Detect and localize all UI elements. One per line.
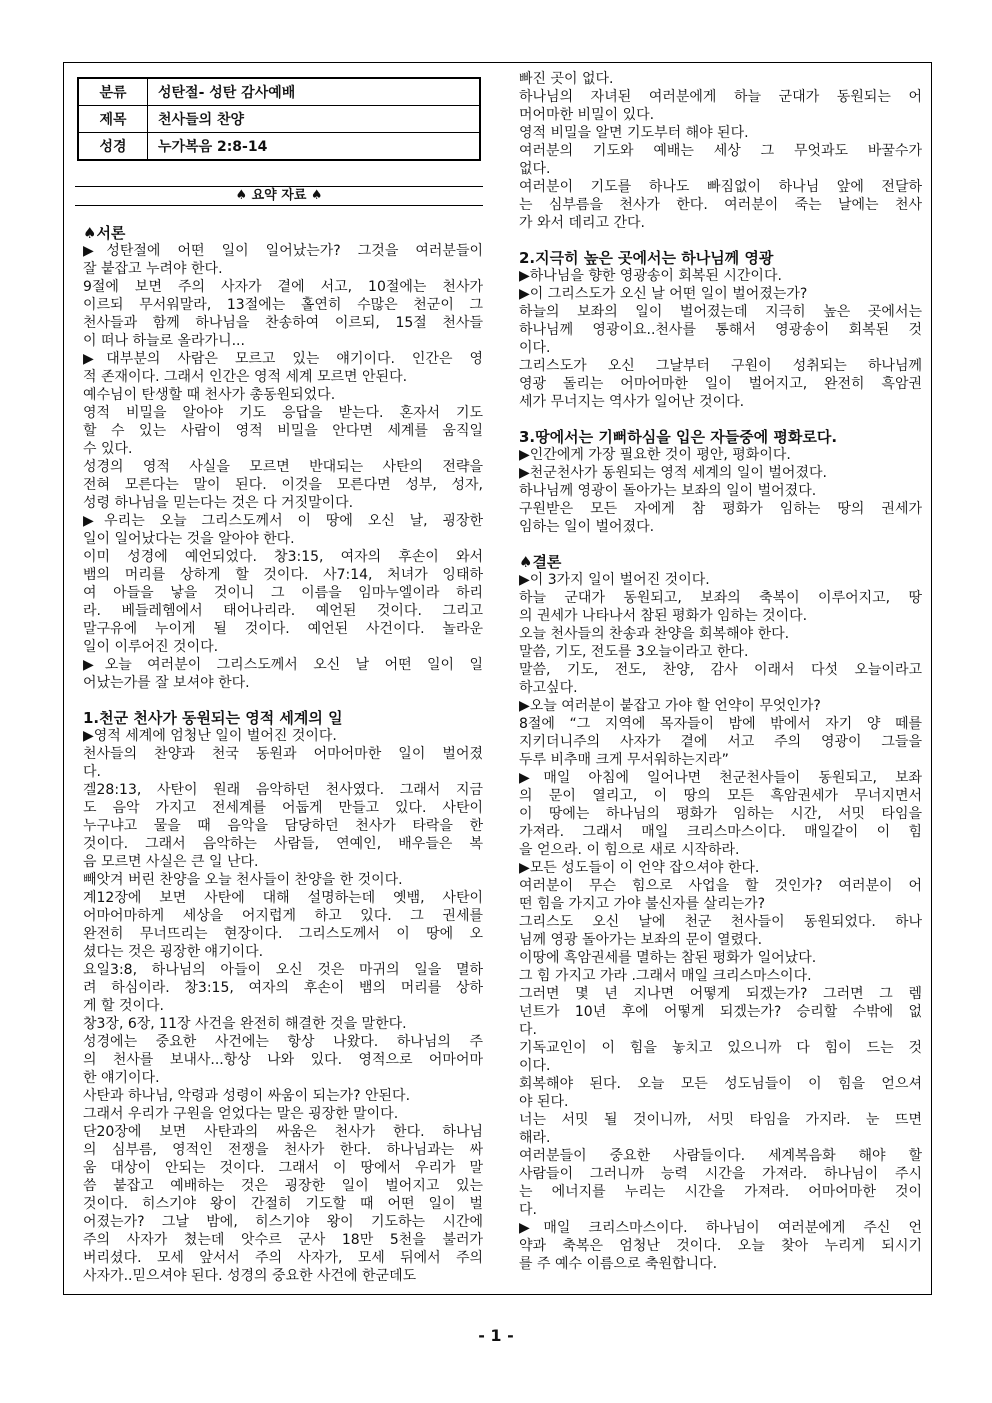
text-line: 지키더니주의 사자가 곁에 서고 주의 영광이 그들을 xyxy=(519,734,922,750)
paragraph xyxy=(519,697,922,715)
table-row xyxy=(78,106,480,133)
text-line: 전혀 모른다는 말이 된다. 이것을 모른다면 성부, 성자, xyxy=(83,477,483,493)
text-line: 말씀, 기도, 전도를 3오늘이라고 한다. xyxy=(519,644,749,660)
paragraph xyxy=(83,1105,483,1123)
text-line: 여러분이 기도를 하나도 빠짐없이 하나님 앞에 전달하 xyxy=(519,179,922,195)
paragraph xyxy=(519,285,922,303)
section-heading: 3.땅에서는 기뻐하심을 입은 자들중에 평화로다. xyxy=(519,428,838,446)
text-line: 님께 영광 돌아가는 보좌의 문이 열렸다. xyxy=(519,932,763,948)
text-line: 사자가..믿으셔야 된다. 성경의 중요한 사건에 한군데도 xyxy=(83,1268,417,1284)
text-line: 이미 성경에 예언되었다. 창3:15, 여자의 후손이 와서 xyxy=(83,549,483,565)
paragraph xyxy=(83,458,483,512)
paragraph xyxy=(83,1015,483,1033)
text-line: 의 천사를 보내사...항상 나와 있다. 영적으로 어마어마 xyxy=(83,1052,483,1068)
text-line: 그러면 몇 년 지나면 어떻게 되겠는가? 그러면 그 렘 xyxy=(519,986,922,1002)
text-line: 도 음악 가지고 전세계를 어둡게 만들고 있다. 사탄이 xyxy=(83,800,483,816)
paragraph xyxy=(519,877,922,913)
text-line: 의 문이 열리고, 이 땅의 모든 흑암권세가 무너지면서 xyxy=(519,788,922,804)
text-line: 넌트가 10년 후에 어떻게 되겠는가? 승리할 수밖에 없 xyxy=(519,1004,922,1020)
text-line: 어졌는가? 그날 밤에, 히스기야 왕이 기도하는 시간에 xyxy=(83,1214,483,1230)
text-line: ▶모든 성도들이 이 언약 잡으셔야 한다. xyxy=(519,860,760,876)
category-label: 분류 xyxy=(78,78,148,106)
paragraph xyxy=(83,889,483,961)
table-row xyxy=(78,133,480,161)
title-label: 제목 xyxy=(78,106,148,133)
title-value: 천사들의 찬양 xyxy=(148,106,481,133)
paragraph xyxy=(519,1075,922,1111)
paragraph xyxy=(519,464,922,482)
text-line: 창3장, 6장, 11장 사건을 완전히 해결한 것을 말한다. xyxy=(83,1016,407,1032)
text-line: ▶오늘 여러분이 그리스도께서 오신 날 어떤 일이 일 xyxy=(83,657,483,673)
text-line: 성경의 영적 사실을 모르면 반대되는 사탄의 전략을 xyxy=(83,459,483,475)
paragraph xyxy=(83,781,483,871)
text-line: 오늘 천사들의 찬송과 찬양을 회복해야 한다. xyxy=(519,626,790,642)
paragraph xyxy=(519,124,922,142)
paragraph xyxy=(519,1039,922,1075)
scripture-label: 성경 xyxy=(78,133,148,161)
text-line: ▶성탄절에 어떤 일이 일어났는가? 그것을 여러분들이 xyxy=(83,243,483,259)
text-line: 말씀, 기도, 전도, 찬양, 감사 이래서 다섯 오늘이라고 xyxy=(519,662,922,678)
text-line: 일이 일어났다는 것을 알아야 한다. xyxy=(83,531,295,547)
text-line: 하나님께 영광이 돌아가는 보좌의 일이 벌어졌다. xyxy=(519,483,817,499)
page-number: - 1 - xyxy=(478,1326,514,1345)
section-heading: 1.천군 천사가 동원되는 영적 세계의 일 xyxy=(83,709,343,727)
text-line: 다. xyxy=(519,1022,537,1038)
paragraph xyxy=(519,1147,922,1219)
text-line: 어마어마하게 세상을 어지럽게 하고 있다. 그 권세를 xyxy=(83,908,483,924)
paragraph xyxy=(519,178,922,232)
text-line: 을 얻으라. 이 힘으로 새로 시작하라. xyxy=(519,842,740,858)
section-heading: ♠서론 xyxy=(83,224,126,242)
text-line: 가 와서 데리고 간다. xyxy=(519,215,645,231)
text-line: 없다. xyxy=(519,161,551,177)
left-column xyxy=(83,224,483,1285)
text-line: 이르되 무서워말라, 13절에는 홀연히 수많은 천군이 그 xyxy=(83,297,483,313)
text-line: 임하는 일이 벌어졌다. xyxy=(519,519,655,535)
text-line: 잘 붙잡고 누려야 한다. xyxy=(83,261,223,277)
paragraph xyxy=(83,745,483,781)
text-line: 가져라. 그래서 매일 크리스마스이다. 매일같이 이 힘 xyxy=(519,824,922,840)
text-line: 요일3:8, 하나님의 아들이 오신 것은 마귀의 일을 멸하 xyxy=(83,962,483,978)
paragraph xyxy=(83,1123,483,1285)
text-line: 그리스도 오신 날에 천군 천사들이 동원되었다. 하나 xyxy=(519,914,922,930)
text-line: 여러분의 기도와 예배는 세상 그 무엇과도 바꿀수가 xyxy=(519,143,922,159)
text-line: 려 하심이라. 창3:15, 여자의 후손이 뱀의 머리를 상하 xyxy=(83,980,483,996)
text-line: 것이다. 그래서 음악하는 사람들, 연예인, 배우들은 복 xyxy=(83,836,483,852)
text-line: 이다. xyxy=(519,1058,551,1074)
text-line: 겔28:13, 사탄이 원래 음악하던 천사였다. 그래서 지금 xyxy=(83,782,483,798)
text-line: ▶매일 아침에 일어나면 천군천사들이 동원되고, 보좌 xyxy=(519,770,922,786)
text-line: 성령 하나님을 믿는다는 것은 다 거짓말이다. xyxy=(83,495,354,511)
text-line: ▶영적 세계에 엄청난 일이 벌어진 것이다. xyxy=(83,728,337,744)
paragraph xyxy=(519,303,922,357)
text-line: 뱀의 머리를 상하게 할 것이다. 사7:14, 처녀가 잉태하 xyxy=(83,567,483,583)
text-line: 사람들이 그러니까 능력 시간을 가져라. 하나님이 주시 xyxy=(519,1166,922,1182)
text-line: 주의 사자가 쳤는데 앗수르 군사 18만 5천을 불러가 xyxy=(83,1232,483,1248)
text-line: 여 아들을 낳을 것이니 그 이름을 임마누엘이라 하리 xyxy=(83,585,483,601)
paragraph xyxy=(83,278,483,350)
paragraph xyxy=(519,571,922,589)
paragraph xyxy=(519,267,922,285)
text-line: 누구냐고 물을 때 음악을 담당하던 천사가 타락을 한 xyxy=(83,818,483,834)
paragraph xyxy=(519,1111,922,1147)
sermon-info-table xyxy=(77,77,481,161)
text-line: 를 주 예수 이름으로 축원합니다. xyxy=(519,1256,718,1272)
text-line: 하늘의 보좌의 일이 벌어졌는데 지극히 높은 곳에서는 xyxy=(519,304,922,320)
text-line: 영적 비밀을 알아야 기도 응답을 받는다. 혼자서 기도 xyxy=(83,405,483,421)
text-line: 너는 서밋 될 것이니까, 서밋 타임을 가지라. 눈 뜨면 xyxy=(519,1112,922,1128)
text-line: ▶천군천사가 동원되는 영적 세계의 일이 벌어졌다. xyxy=(519,465,827,481)
paragraph xyxy=(519,625,922,643)
text-line: 여러분이 무슨 힘으로 사업을 할 것인가? 여러분이 어 xyxy=(519,878,922,894)
text-line: 그리스도가 오신 그날부터 구원이 성취되는 하나님께 xyxy=(519,358,922,374)
paragraph xyxy=(519,715,922,769)
paragraph xyxy=(519,142,922,178)
text-line: 버리셨다. 모세 앞서서 주의 사자가, 모세 뒤에서 주의 xyxy=(83,1250,483,1266)
paragraph xyxy=(83,548,483,656)
text-line: 9절에 보면 주의 사자가 곁에 서고, 10절에는 천사가 xyxy=(83,279,483,295)
text-line: 회복해야 된다. 오늘 모든 성도님들이 이 힘을 얻으셔 xyxy=(519,1076,922,1092)
category-value: 성탄절- 성탄 감사예배 xyxy=(148,78,481,106)
text-line: ▶매일 크리스마스이다. 하나님이 여러분에게 주신 언 xyxy=(519,1220,922,1236)
text-line: 야 된다. xyxy=(519,1094,569,1110)
text-line: 이 땅에는 하나님의 평화가 임하는 시간, 서밋 타임을 xyxy=(519,806,922,822)
text-line: ▶인간에게 가장 필요한 것이 평안, 평화이다. xyxy=(519,447,791,463)
paragraph xyxy=(83,386,483,404)
paragraph xyxy=(83,350,483,386)
text-line: 어났는가를 잘 보셔야 한다. xyxy=(83,675,250,691)
paragraph xyxy=(83,871,483,889)
text-line: ▶대부분의 사람은 모르고 있는 얘기이다. 인간은 영 xyxy=(83,351,483,367)
text-line: 의 심부름, 영적인 전쟁을 천사가 한다. 하나님과는 싸 xyxy=(83,1142,483,1158)
paragraph xyxy=(519,769,922,859)
text-line: 세가 무너지는 역사가 일어난 것이다. xyxy=(519,394,745,410)
section-heading: ♠결론 xyxy=(519,553,562,571)
text-line: 이다. xyxy=(519,340,551,356)
text-line: 는 심부름을 천사가 한다. 여러분이 죽는 날에는 천사 xyxy=(519,197,922,213)
scripture-value: 누가복음 2:8-14 xyxy=(148,133,481,161)
text-line: 떤 힘을 가지고 가야 불신자를 살리는가? xyxy=(519,896,766,912)
text-line: 계12장에 보면 사탄에 대해 설명하는데 옛뱀, 사탄이 xyxy=(83,890,483,906)
paragraph xyxy=(83,512,483,548)
text-line: 빠진 곳이 없다. xyxy=(519,71,614,87)
text-line: 의 권세가 나타나서 참된 평화가 임하는 것이다. xyxy=(519,608,808,624)
text-line: ▶하나님을 향한 영광송이 회복된 시간이다. xyxy=(519,268,782,284)
right-column xyxy=(519,70,922,1273)
paragraph xyxy=(519,859,922,877)
text-line: 성경에는 중요한 사건에는 항상 나왔다. 하나님의 주 xyxy=(83,1034,483,1050)
paragraph xyxy=(519,967,922,985)
text-line: 셨다는 것은 굉장한 얘기이다. xyxy=(83,944,264,960)
paragraph xyxy=(519,661,922,697)
paragraph xyxy=(519,643,922,661)
paragraph xyxy=(83,242,483,278)
text-line: 그래서 우리가 구원을 얻었다는 말은 굉장한 말이다. xyxy=(83,1106,399,1122)
paragraph xyxy=(519,589,922,625)
text-line: 수 있다. xyxy=(83,441,133,457)
text-line: 한 얘기이다. xyxy=(83,1070,160,1086)
text-line: 하늘 군대가 동원되고, 보좌의 축복이 이루어지고, 땅 xyxy=(519,590,922,606)
text-line: 영적 비밀을 알면 기도부터 해야 된다. xyxy=(519,125,749,141)
text-line: 영광 돌리는 어마어마한 일이 벌어지고, 완전히 흑암권 xyxy=(519,376,922,392)
paragraph xyxy=(519,913,922,949)
text-line: 두루 비추매 크게 무서워하는지라” xyxy=(519,752,729,768)
text-line: 단20장에 보면 사탄과의 싸움은 천사가 한다. 하나님 xyxy=(83,1124,483,1140)
paragraph xyxy=(519,357,922,411)
paragraph xyxy=(83,1087,483,1105)
paragraph xyxy=(83,1033,483,1087)
text-line: 천사들의 찬양과 천국 동원과 어마어마한 일이 벌어졌 xyxy=(83,746,483,762)
text-line: 해라. xyxy=(519,1130,551,1146)
section-heading: 2.지극히 높은 곳에서는 하나님께 영광 xyxy=(519,249,774,267)
text-line: 적 존재이다. 그래서 인간은 영적 세계 모르면 안된다. xyxy=(83,369,408,385)
text-line: 머어마한 비밀이 있다. xyxy=(519,107,655,123)
text-line: ▶이 그리스도가 오신 날 어떤 일이 벌어졌는가? xyxy=(519,286,808,302)
text-line: 8절에 “그 지역에 목자들이 밤에 밖에서 자기 양 떼를 xyxy=(519,716,922,732)
paragraph xyxy=(519,70,922,88)
text-line: 다. xyxy=(83,764,101,780)
text-line: ▶이 3가지 일이 벌어진 것이다. xyxy=(519,572,710,588)
text-line: 기독교인이 이 힘을 놓치고 있으니까 다 힘이 드는 것 xyxy=(519,1040,922,1056)
table-row xyxy=(78,78,480,106)
text-line: 이땅에 흑암권세를 멸하는 참된 평화가 일어났다. xyxy=(519,950,817,966)
paragraph xyxy=(83,961,483,1015)
text-line: 약과 축복은 엄청난 것이다. 오늘 찾아 누리게 되시기 xyxy=(519,1238,922,1254)
paragraph xyxy=(519,1219,922,1273)
text-line: 하고싶다. xyxy=(519,680,578,696)
text-line: 것이다. 히스기야 왕이 간절히 기도할 때 어떤 일이 벌 xyxy=(83,1196,483,1212)
text-line: 예수님이 탄생할 때 천사가 총동원되었다. xyxy=(83,387,336,403)
text-line: 완전히 무너뜨리는 현장이다. 그리스도께서 이 땅에 오 xyxy=(83,926,483,942)
text-line: 일이 이루어진 것이다. xyxy=(83,639,219,655)
paragraph xyxy=(83,656,483,692)
summary-title: ♠ 요약 자료 ♠ xyxy=(75,186,483,206)
text-line: ▶우리는 오늘 그리스도께서 이 땅에 오신 날, 굉장한 xyxy=(83,513,483,529)
paragraph xyxy=(519,949,922,967)
paragraph xyxy=(519,88,922,124)
text-line: 빼앗겨 버린 찬양을 오늘 천사들이 찬양을 한 것이다. xyxy=(83,872,403,888)
paragraph xyxy=(83,404,483,458)
text-line: 움 대상이 안되는 것이다. 그래서 이 땅에서 우리가 말 xyxy=(83,1160,483,1176)
text-line: 천사들과 함께 하나님을 찬송하여 이르되, 15절 천사들 xyxy=(83,315,483,331)
text-line: 라. 베들레헴에서 태어나리라. 예언된 것이다. 그리고 xyxy=(83,603,483,619)
text-line: 여러분들이 중요한 사람들이다. 세계복음화 해야 할 xyxy=(519,1148,922,1164)
text-line: 하나님께 영광이요..천사를 통해서 영광송이 회복된 것 xyxy=(519,322,922,338)
text-line: 게 할 것이다. xyxy=(83,998,164,1014)
text-line: 다. xyxy=(519,1202,537,1218)
text-line: 할 수 있는 사람이 영적 비밀을 안다면 세계를 움직일 xyxy=(83,423,483,439)
text-line: 하나님의 자녀된 여러분에게 하늘 군대가 동원되는 어 xyxy=(519,89,922,105)
text-line: 사탄과 하나님, 악령과 성령이 싸움이 되는가? 안된다. xyxy=(83,1088,411,1104)
text-line: 는 에너지를 누리는 시간을 가져라. 어마어마한 것이 xyxy=(519,1184,922,1200)
text-line: 이 떠나 하늘로 올라가니... xyxy=(83,333,245,349)
paragraph xyxy=(519,482,922,500)
paragraph xyxy=(519,985,922,1039)
paragraph xyxy=(519,500,922,536)
text-line: 그 힘 가지고 가라 .그래서 매일 크리스마스이다. xyxy=(519,968,812,984)
text-line: 씀 붙잡고 예배하는 것은 굉장한 일이 벌어지고 있는 xyxy=(83,1178,483,1194)
paragraph xyxy=(519,446,922,464)
paragraph xyxy=(83,727,483,745)
text-line: ▶오늘 여러분이 붙잡고 가야 할 언약이 무엇인가? xyxy=(519,698,821,714)
text-line: 구원받은 모든 자에게 참 평화가 임하는 땅의 권세가 xyxy=(519,501,922,517)
text-line: 말구유에 누이게 될 것이다. 예언된 사건이다. 놀라운 xyxy=(83,621,483,637)
text-line: 음 모르면 사실은 큰 일 난다. xyxy=(83,854,259,870)
